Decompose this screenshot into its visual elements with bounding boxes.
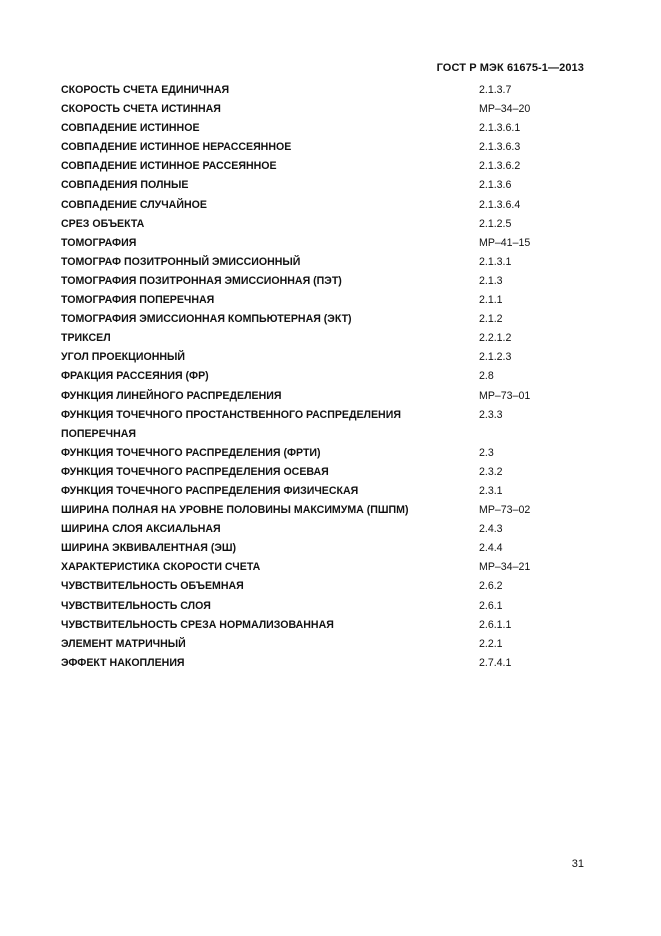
index-reference: 2.1.2.3 <box>479 351 512 364</box>
index-reference: 2.1.3 <box>479 274 503 287</box>
index-reference: МР–34–21 <box>479 561 531 574</box>
index-term: ЧУВСТВИТЕЛЬНОСТЬ ОБЪЕМНАЯ <box>61 580 244 593</box>
index-entry <box>61 196 561 215</box>
page-number: 31 <box>571 858 584 870</box>
term-index-list <box>61 81 561 673</box>
index-reference: 2.2.1 <box>479 637 503 650</box>
index-term: ФУНКЦИЯ ТОЧЕЧНОГО РАСПРЕДЕЛЕНИЯ (ФРТИ) <box>61 446 321 459</box>
index-term: ЧУВСТВИТЕЛЬНОСТЬ СЛОЯ <box>61 599 211 612</box>
document-header: ГОСТ Р МЭК 61675-1—2013 <box>436 62 584 74</box>
index-term: ТОМОГРАФИЯ ПОПЕРЕЧНАЯ <box>61 294 215 307</box>
index-entry <box>61 444 561 463</box>
index-term: СОВПАДЕНИЕ ИСТИННОЕ НЕРАССЕЯННОЕ <box>61 141 292 154</box>
index-entry <box>61 253 561 272</box>
index-reference: 2.3.3 <box>479 408 503 421</box>
index-entry <box>61 138 561 157</box>
index-entry <box>61 482 561 501</box>
index-entry <box>61 215 561 234</box>
index-term: ШИРИНА СЛОЯ АКСИАЛЬНАЯ <box>61 523 221 536</box>
index-term: ФУНКЦИЯ ЛИНЕЙНОГО РАСПРЕДЕЛЕНИЯ <box>61 389 282 402</box>
index-reference: МР–41–15 <box>479 236 531 249</box>
index-term: ЭЛЕМЕНТ МАТРИЧНЫЙ <box>61 637 186 650</box>
index-reference: МР–73–02 <box>479 504 531 517</box>
index-entry <box>61 463 561 482</box>
index-reference: 2.6.1.1 <box>479 618 512 631</box>
index-entry <box>61 329 561 348</box>
index-entry <box>61 501 561 520</box>
index-reference: 2.1.2 <box>479 313 503 326</box>
index-term: СОВПАДЕНИЕ ИСТИННОЕ РАССЕЯННОЕ <box>61 160 277 173</box>
index-term: ТОМОГРАФИЯ ПОЗИТРОННАЯ ЭМИССИОННАЯ (ПЭТ) <box>61 274 342 287</box>
index-reference: 2.1.1 <box>479 294 503 307</box>
index-term: ФУНКЦИЯ ТОЧЕЧНОГО ПРОСТАНСТВЕННОГО РАСПРЕДЕЛЕНИЯ ПОПЕРЕЧНАЯ <box>61 408 401 440</box>
index-term: ТОМОГРАФИЯ <box>61 236 137 249</box>
index-entry <box>61 654 561 673</box>
index-reference: 2.2.1.2 <box>479 332 512 345</box>
index-entry <box>61 558 561 577</box>
index-reference: 2.6.2 <box>479 580 503 593</box>
index-term: ШИРИНА ЭКВИВАЛЕНТНАЯ (ЭШ) <box>61 542 237 555</box>
index-reference: МР–73–01 <box>479 389 531 402</box>
index-reference: 2.7.4.1 <box>479 656 512 669</box>
index-term: ЭФФЕКТ НАКОПЛЕНИЯ <box>61 656 185 669</box>
index-term: ЧУВСТВИТЕЛЬНОСТЬ СРЕЗА НОРМАЛИЗОВАННАЯ <box>61 618 334 631</box>
index-reference: 2.8 <box>479 370 494 383</box>
index-term: СОВПАДЕНИЕ СЛУЧАЙНОЕ <box>61 198 207 211</box>
index-entry <box>61 367 561 386</box>
index-term: ТОМОГРАФИЯ ЭМИССИОННАЯ КОМПЬЮТЕРНАЯ (ЭКТ) <box>61 313 352 326</box>
index-term: ФУНКЦИЯ ТОЧЕЧНОГО РАСПРЕДЕЛЕНИЯ ОСЕВАЯ <box>61 465 329 478</box>
index-reference: 2.1.3.6.4 <box>479 198 521 211</box>
index-term: ХАРАКТЕРИСТИКА СКОРОСТИ СЧЕТА <box>61 561 261 574</box>
index-entry <box>61 616 561 635</box>
index-entry <box>61 597 561 616</box>
index-entry <box>61 539 561 558</box>
index-term: ШИРИНА ПОЛНАЯ НА УРОВНЕ ПОЛОВИНЫ МАКСИМУМА (ПШПМ) <box>61 504 409 517</box>
index-entry <box>61 387 561 406</box>
index-entry <box>61 310 561 329</box>
index-entry <box>61 577 561 596</box>
index-entry <box>61 157 561 176</box>
index-term: ТОМОГРАФ ПОЗИТРОННЫЙ ЭМИССИОННЫЙ <box>61 255 301 268</box>
index-reference: МР–34–20 <box>479 103 531 116</box>
index-term: ТРИКСЕЛ <box>61 332 111 345</box>
index-reference: 2.4.3 <box>479 523 503 536</box>
index-term: СОВПАДЕНИЯ ПОЛНЫЕ <box>61 179 189 192</box>
index-entry <box>61 81 561 100</box>
index-entry <box>61 406 561 444</box>
index-entry <box>61 635 561 654</box>
index-term: СОВПАДЕНИЕ ИСТИННОЕ <box>61 122 200 135</box>
index-term: ФУНКЦИЯ ТОЧЕЧНОГО РАСПРЕДЕЛЕНИЯ ФИЗИЧЕСКАЯ <box>61 484 359 497</box>
index-reference: 2.3.2 <box>479 465 503 478</box>
index-entry <box>61 520 561 539</box>
index-reference: 2.4.4 <box>479 542 503 555</box>
index-term: УГОЛ ПРОЕКЦИОННЫЙ <box>61 351 186 364</box>
index-entry <box>61 119 561 138</box>
index-reference: 2.1.3.6.1 <box>479 122 521 135</box>
index-entry <box>61 348 561 367</box>
index-reference: 2.1.3.6 <box>479 179 512 192</box>
index-reference: 2.1.3.6.3 <box>479 141 521 154</box>
index-term: СРЕЗ ОБЪЕКТА <box>61 217 145 230</box>
index-reference: 2.1.3.7 <box>479 84 512 96</box>
index-entry <box>61 272 561 291</box>
index-term: СКОРОСТЬ СЧЕТА ИСТИННАЯ <box>61 103 221 116</box>
index-reference: 2.6.1 <box>479 599 503 612</box>
index-term: ФРАКЦИЯ РАССЕЯНИЯ (ФР) <box>61 370 209 383</box>
index-entry <box>61 291 561 310</box>
index-reference: 2.1.2.5 <box>479 217 512 230</box>
index-entry <box>61 176 561 195</box>
index-reference: 2.1.3.6.2 <box>479 160 521 173</box>
index-reference: 2.1.3.1 <box>479 255 512 268</box>
index-entry <box>61 100 561 119</box>
index-reference: 2.3.1 <box>479 484 503 497</box>
index-reference: 2.3 <box>479 446 494 459</box>
index-entry <box>61 234 561 253</box>
index-term: СКОРОСТЬ СЧЕТА ЕДИНИЧНАЯ <box>61 84 230 96</box>
